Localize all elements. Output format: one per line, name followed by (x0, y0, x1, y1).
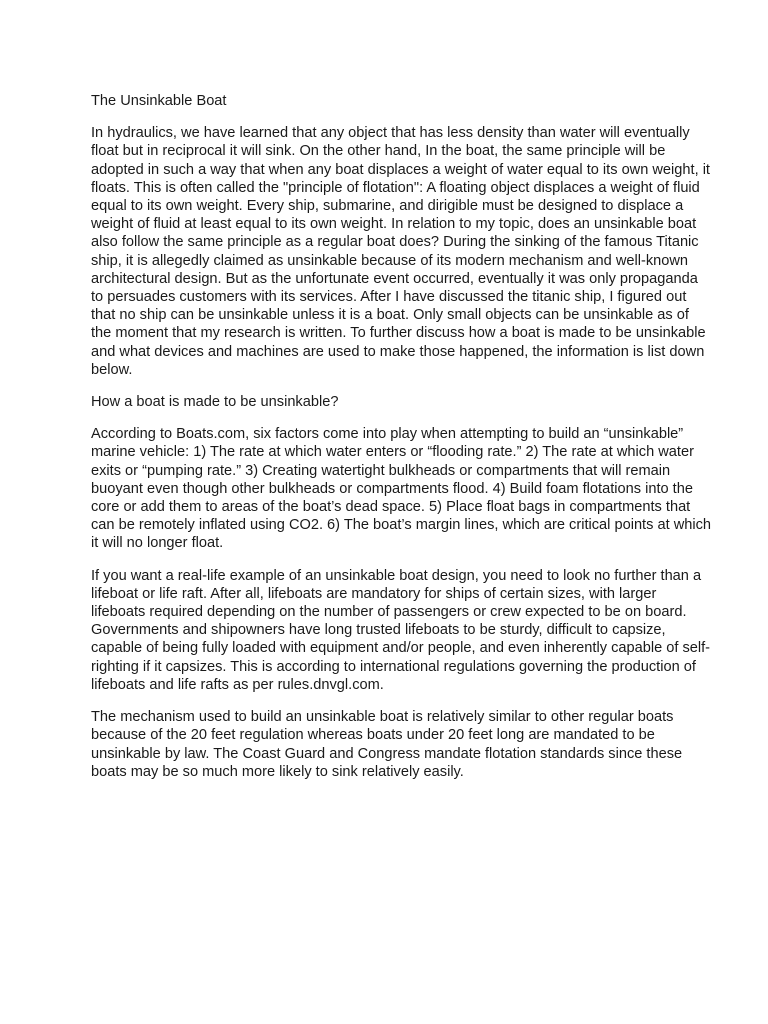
document-page (91, 92, 711, 795)
paragraph-lifeboat-example: If you want a real-life example of an unsinkable boat design, you need to look no further than a lifeboat or life raft. After all, lifeboats are mandatory for ships of certain sizes, with larger lifeboats required depending on the number of passengers or crew expected to be on board. Governments and shipowners have long trusted lifeboats to be sturdy, difficult to capsize, capable of being fully loaded with equipment and/or people, and even inherently capable of self-righting if it capsizes. This is according to international regulations governing the production of lifeboats and life rafts as per rules.dnvgl.com. (91, 567, 711, 693)
paragraph-six-factors: According to Boats.com, six factors come into play when attempting to build an “unsinkable” marine vehicle: 1) The rate at which water enters or “flooding rate.” 2) The rate at which water exits or “pumping rate.” 3) Creating watertight bulkheads or compartments that will remain buoyant even though other bulkheads or compartments flood. 4) Build foam flotations into the core or add them to areas of the boat’s dead space. 5) Place float bags in compartments that can be remotely inflated using CO2. 6) The boat’s margin lines, which are critical points at which it will no longer float. (91, 426, 711, 552)
paragraph-mechanism: The mechanism used to build an unsinkable boat is relatively similar to other regular boats because of the 20 feet regulation whereas boats under 20 feet long are mandated to be unsinkable by law. The Coast Guard and Congress mandate flotation standards since these boats may be so much more likely to sink relatively easily. (91, 709, 683, 780)
section-heading: How a boat is made to be unsinkable? (91, 394, 339, 411)
paragraph-principle-of-flotation: In hydraulics, we have learned that any object that has less density than water will eventually float but in reciprocal it will sink. On the other hand, In the boat, the same principle will be adopted in such a way that when any boat displaces a weight of water equal to its own weight, it floats. This is often called the "principle of flotation": A floating object displaces a weight of fluid equal to its own weight. Every ship, submarine, and dirigible must be designed to displace a weight of fluid at least equal to its own weight. In relation to my topic, does an unsinkable boat also follow the same principle as a regular boat does? During the sinking of the famous Titanic ship, it is allegedly claimed as unsinkable because of its modern mechanism and well-known architectural design. But as the unfortunate event occurred, eventually it was only propaganda to persuades customers with its services. After I have discussed the titanic ship, I figured out that no ship can be unsinkable unless it is a boat. Only small objects can be unsinkable as of the moment that my research is written. To further discuss how a boat is made to be unsinkable and what devices and machines are used to make those happened, the information is list down below. (91, 125, 710, 378)
document-title: The Unsinkable Boat (91, 93, 227, 109)
